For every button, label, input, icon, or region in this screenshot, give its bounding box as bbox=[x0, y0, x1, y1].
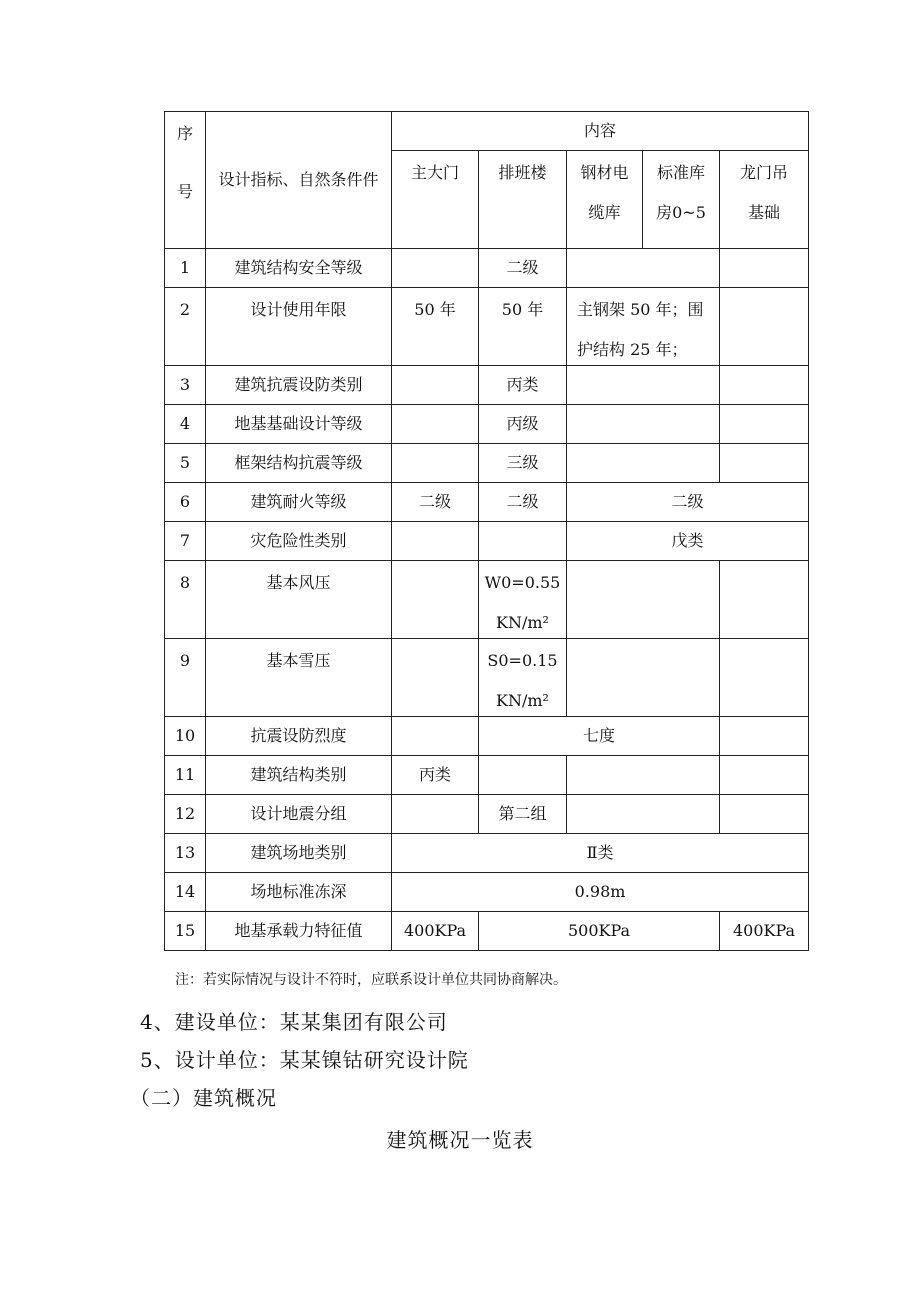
table-row: 12 设计地震分组 第二组 bbox=[165, 795, 809, 834]
header-steel-cable-store: 钢材电 缆库 bbox=[567, 151, 643, 249]
table-row: 11 建筑结构类别 丙类 bbox=[165, 756, 809, 795]
table-row: 5 框架结构抗震等级 三级 bbox=[165, 444, 809, 483]
table-row: 13 建筑场地类别 Ⅱ类 bbox=[165, 834, 809, 873]
header-content: 内容 bbox=[392, 112, 809, 151]
header-standard-warehouse: 标准库 房0~5 bbox=[643, 151, 720, 249]
header-indicator: 设计指标、自然条件件 bbox=[206, 112, 392, 249]
header-main-gate: 主大门 bbox=[392, 151, 479, 249]
table-note: 注：若实际情况与设计不符时，应联系设计单位共同协商解决。 bbox=[175, 972, 567, 988]
table-row: 8 基本风压 W0=0.55 KN/m² bbox=[165, 561, 809, 639]
table-row: 7 灾危险性类别 戊类 bbox=[165, 522, 809, 561]
table-title: 建筑概况一览表 bbox=[386, 1128, 534, 1152]
table-row: 9 基本雪压 S0=0.15 KN/m² bbox=[165, 639, 809, 717]
header-seq-top: 序 bbox=[176, 124, 193, 143]
table-row: 14 场地标准冻深 0.98m bbox=[165, 873, 809, 912]
table-row: 4 地基基础设计等级 丙级 bbox=[165, 405, 809, 444]
table-row: 2 设计使用年限 50 年 50 年 主钢架 50 年；围 护结构 25 年； bbox=[165, 288, 809, 366]
table-row: 6 建筑耐火等级 二级 二级 二级 bbox=[165, 483, 809, 522]
section-heading: （二）建筑概况 bbox=[130, 1086, 277, 1110]
table-row: 10 抗震设防烈度 七度 bbox=[165, 717, 809, 756]
header-shift-building: 排班楼 bbox=[479, 151, 567, 249]
design-indicator-table bbox=[164, 111, 809, 951]
table-row: 3 建筑抗震设防类别 丙类 bbox=[165, 366, 809, 405]
header-seq-bottom: 号 bbox=[176, 182, 193, 201]
table-row: 15 地基承载力特征值 400KPa 500KPa 400KPa bbox=[165, 912, 809, 951]
table-row: 1 建筑结构安全等级 二级 bbox=[165, 249, 809, 288]
design-unit-line: 5、设计单位：某某镍钴研究设计院 bbox=[140, 1048, 469, 1072]
table-header-row bbox=[165, 112, 809, 151]
header-gantry-crane: 龙门吊 基础 bbox=[720, 151, 809, 249]
header-seq bbox=[165, 112, 206, 249]
construction-unit-line: 4、建设单位：某某集团有限公司 bbox=[140, 1010, 448, 1034]
